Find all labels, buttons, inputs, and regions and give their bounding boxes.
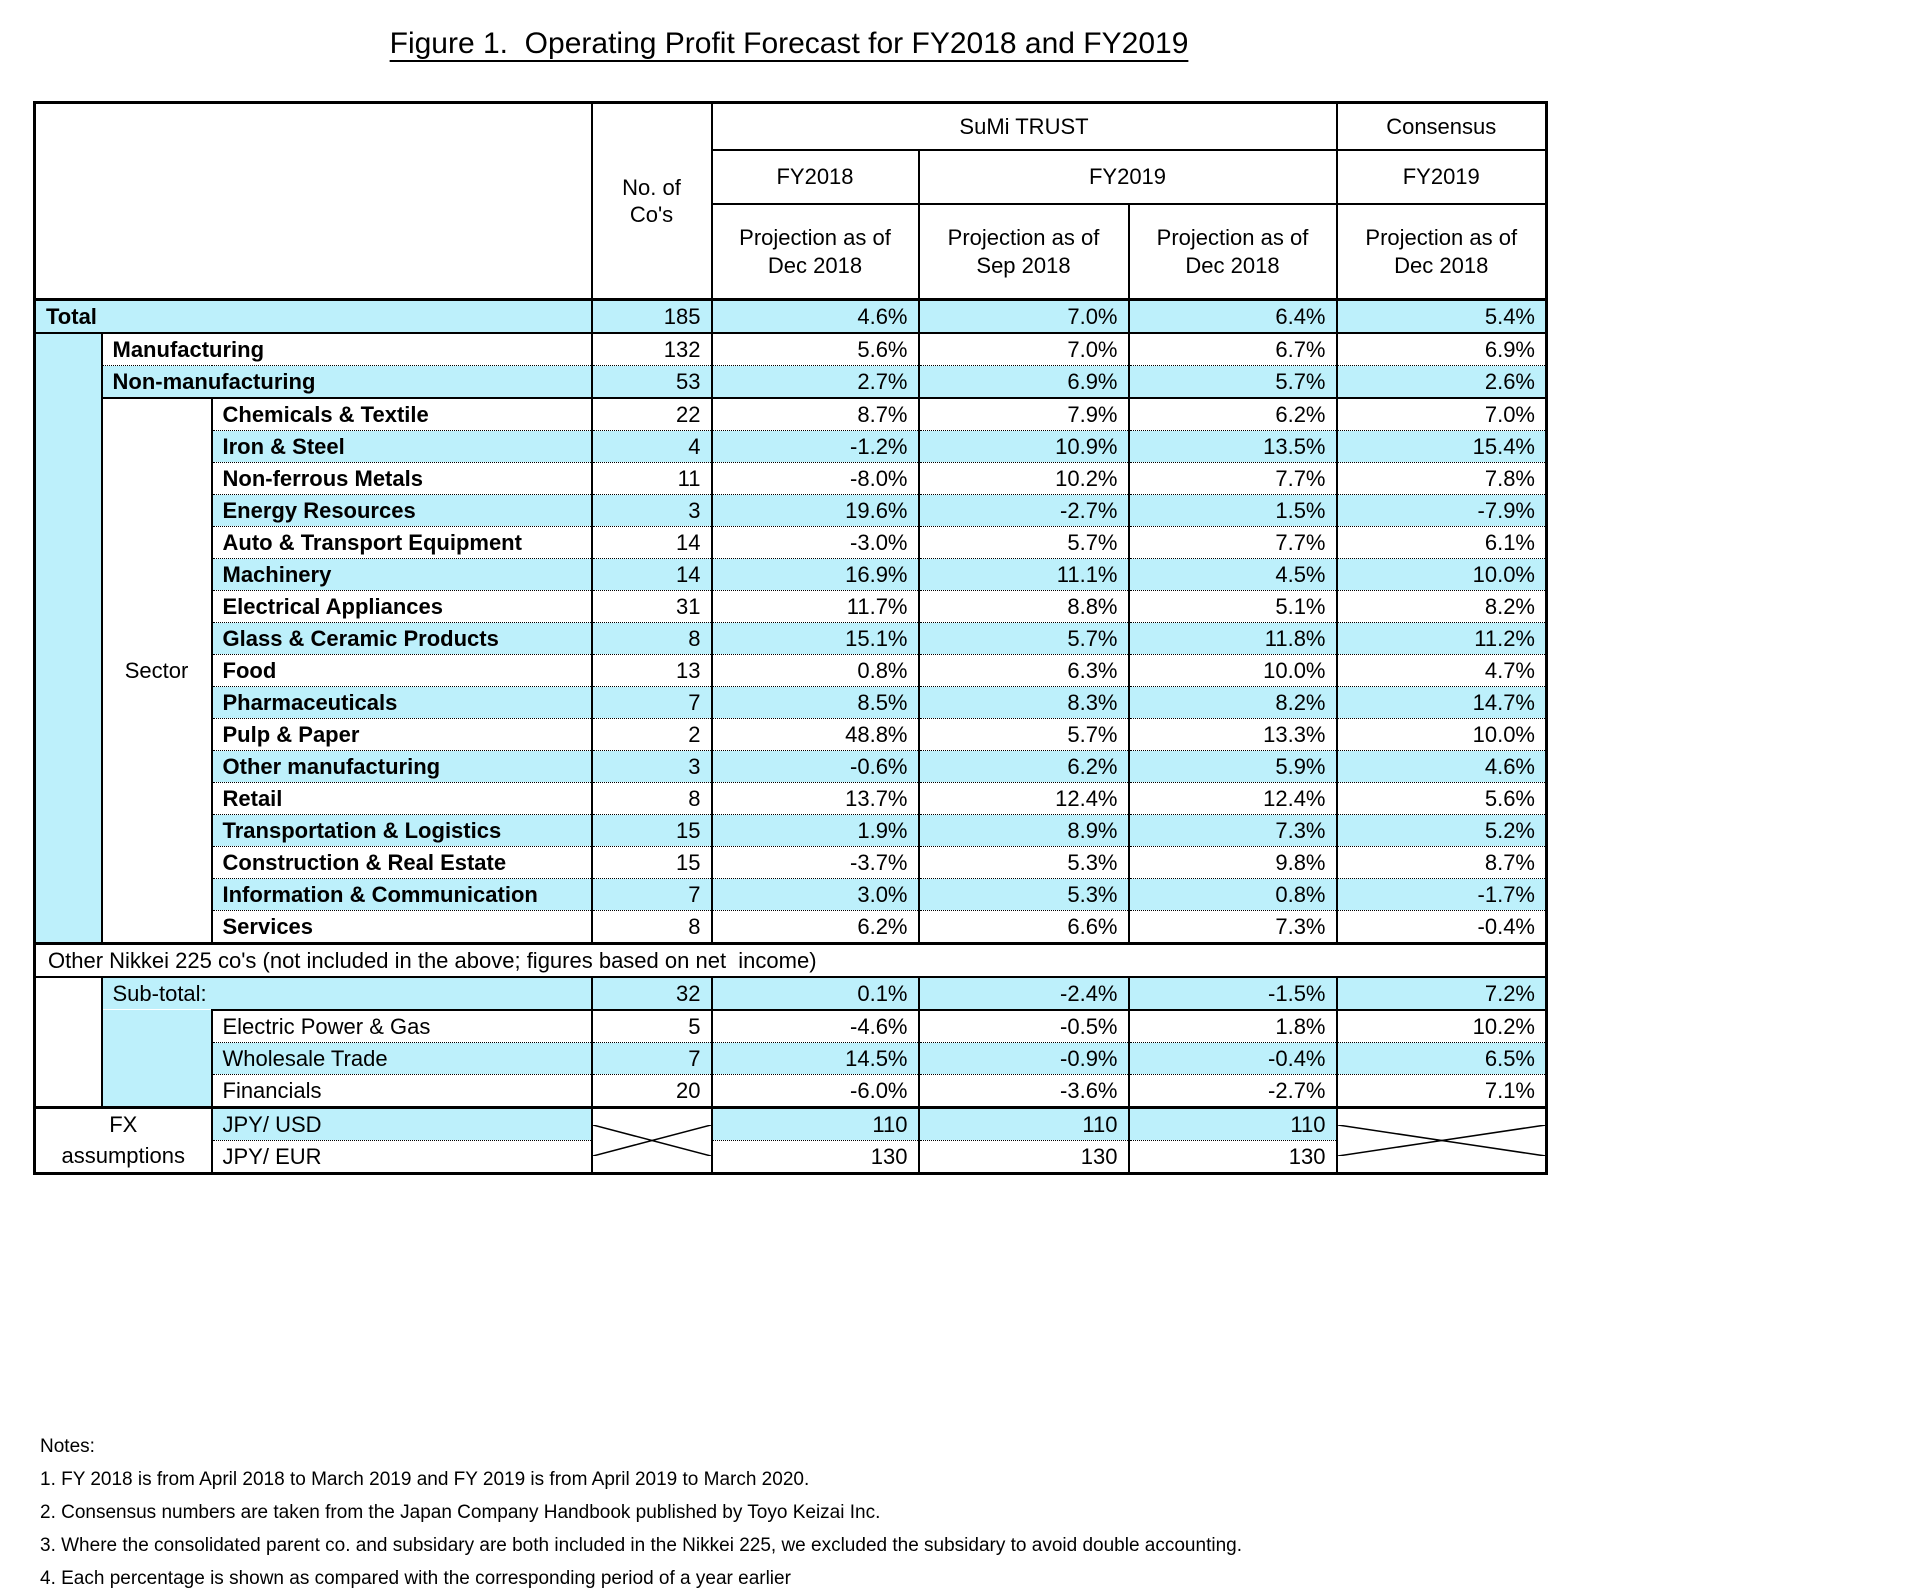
value-cell: -2.4% — [919, 977, 1129, 1010]
notes-section — [40, 1437, 1920, 1589]
value-cell: 13.3% — [1129, 719, 1337, 751]
no-of-cos-cell: 20 — [592, 1075, 712, 1108]
value-cell: -8.0% — [712, 463, 919, 495]
no-of-cos-cell: 22 — [592, 398, 712, 431]
value-cell: -0.5% — [919, 1010, 1129, 1043]
row-manufacturing — [35, 333, 1547, 366]
row-label: Retail — [212, 783, 592, 815]
value-cell: 15.4% — [1337, 431, 1547, 463]
row-total — [35, 300, 1547, 334]
no-of-cos-cell: 7 — [592, 1043, 712, 1075]
no-of-cos-cell: 15 — [592, 815, 712, 847]
row-label: Manufacturing — [102, 333, 592, 366]
row-sector — [35, 431, 1547, 463]
sector-group-label: Sector — [102, 398, 212, 944]
value-cell: 12.4% — [919, 783, 1129, 815]
no-of-cos-cell: 53 — [592, 366, 712, 399]
value-cell: 11.8% — [1129, 623, 1337, 655]
row-sector — [35, 559, 1547, 591]
row-sector — [35, 463, 1547, 495]
row-sector — [35, 527, 1547, 559]
value-cell: 19.6% — [712, 495, 919, 527]
value-cell: 8.2% — [1129, 687, 1337, 719]
note-3: 3. Where the consolidated parent co. and subsidary are both included in the Nikkei 225, we excluded the subsidary to avoid double accounting. — [40, 1535, 1242, 1556]
value-cell: 1.9% — [712, 815, 919, 847]
value-cell: -0.9% — [919, 1043, 1129, 1075]
row-sector — [35, 911, 1547, 944]
value-cell: 4.6% — [1337, 751, 1547, 783]
value-cell: 10.2% — [919, 463, 1129, 495]
row-label: Other manufacturing — [212, 751, 592, 783]
col-header-fy2019-consensus: FY2019 — [1337, 150, 1547, 204]
value-cell: 6.2% — [1129, 398, 1337, 431]
note-1: 1. FY 2018 is from April 2018 to March 2019 and FY 2019 is from April 2019 to March 2020. — [40, 1469, 810, 1490]
indent-strip — [102, 1010, 212, 1108]
value-cell: 16.9% — [712, 559, 919, 591]
value-cell: 8.9% — [919, 815, 1129, 847]
row-label: JPY/ EUR — [212, 1141, 592, 1174]
value-cell: 10.9% — [919, 431, 1129, 463]
value-cell: 8.3% — [919, 687, 1129, 719]
row-label: Financials — [212, 1075, 592, 1108]
value-cell: 5.7% — [919, 527, 1129, 559]
fx-label-line2: assumptions — [61, 1143, 185, 1169]
value-cell: 2.6% — [1337, 366, 1547, 399]
row-label: Food — [212, 655, 592, 687]
value-cell: 7.9% — [919, 398, 1129, 431]
no-of-cos-cell: 7 — [592, 687, 712, 719]
row-other-sector — [35, 1075, 1547, 1108]
value-cell: -1.7% — [1337, 879, 1547, 911]
value-cell: -4.6% — [712, 1010, 919, 1043]
value-cell: 110 — [1129, 1108, 1337, 1141]
row-sector — [35, 815, 1547, 847]
value-cell: 0.8% — [1129, 879, 1337, 911]
value-cell: 7.2% — [1337, 977, 1547, 1010]
row-sector — [35, 495, 1547, 527]
no-of-cos-cell: 4 — [592, 431, 712, 463]
row-subtotal — [35, 977, 1547, 1010]
row-label: Construction & Real Estate — [212, 847, 592, 879]
value-cell: 2.7% — [712, 366, 919, 399]
value-cell: 5.6% — [712, 333, 919, 366]
row-other-sector — [35, 1043, 1547, 1075]
value-cell: -3.7% — [712, 847, 919, 879]
value-cell: -2.7% — [919, 495, 1129, 527]
row-label: Information & Communication — [212, 879, 592, 911]
row-label: Electric Power & Gas — [212, 1010, 592, 1043]
value-cell: 8.2% — [1337, 591, 1547, 623]
row-label: Total — [35, 300, 592, 334]
value-cell: -3.0% — [712, 527, 919, 559]
value-cell: 14.7% — [1337, 687, 1547, 719]
value-cell: 130 — [1129, 1141, 1337, 1174]
row-label: Pharmaceuticals — [212, 687, 592, 719]
value-cell: 1.5% — [1129, 495, 1337, 527]
no-of-cos-cell: 13 — [592, 655, 712, 687]
value-cell: 14.5% — [712, 1043, 919, 1075]
value-cell: -1.2% — [712, 431, 919, 463]
value-cell: 130 — [919, 1141, 1129, 1174]
value-cell: 7.3% — [1129, 815, 1337, 847]
value-cell: 8.7% — [712, 398, 919, 431]
value-cell: 6.3% — [919, 655, 1129, 687]
value-cell: 110 — [712, 1108, 919, 1141]
row-other-nikkei-header — [35, 944, 1547, 978]
no-of-cos-cell: 14 — [592, 559, 712, 591]
value-cell: 12.4% — [1129, 783, 1337, 815]
row-label: Iron & Steel — [212, 431, 592, 463]
value-cell: -3.6% — [919, 1075, 1129, 1108]
col-header-proj-dec2018-fy19: Projection as of Dec 2018 — [1129, 204, 1337, 300]
no-of-cos-cell: 3 — [592, 495, 712, 527]
row-sector — [35, 398, 1547, 431]
col-header-proj-sep2018: Projection as of Sep 2018 — [919, 204, 1129, 300]
x-mark-icon — [1338, 1125, 1546, 1156]
value-cell: 6.5% — [1337, 1043, 1547, 1075]
row-sector — [35, 623, 1547, 655]
no-of-cos-cell: 132 — [592, 333, 712, 366]
value-cell: 6.2% — [712, 911, 919, 944]
value-cell: 130 — [712, 1141, 919, 1174]
fx-assumptions-label — [35, 1108, 212, 1174]
value-cell: 48.8% — [712, 719, 919, 751]
row-label: Non-manufacturing — [102, 366, 592, 399]
value-cell: -2.7% — [1129, 1075, 1337, 1108]
value-cell: 7.0% — [919, 333, 1129, 366]
header-row-groups — [35, 103, 1547, 151]
value-cell: 10.0% — [1337, 559, 1547, 591]
row-label: Auto & Transport Equipment — [212, 527, 592, 559]
indent-strip — [35, 977, 102, 1108]
value-cell: 110 — [919, 1108, 1129, 1141]
value-cell: 4.5% — [1129, 559, 1337, 591]
value-cell: -0.4% — [1337, 911, 1547, 944]
indent-strip — [35, 333, 102, 944]
value-cell: 5.4% — [1337, 300, 1547, 334]
value-cell: 7.8% — [1337, 463, 1547, 495]
notes-heading: Notes: — [40, 1436, 95, 1457]
note-2: 2. Consensus numbers are taken from the Japan Company Handbook published by Toyo Keizai Inc. — [40, 1502, 881, 1523]
row-sector — [35, 591, 1547, 623]
row-sector — [35, 783, 1547, 815]
value-cell: 0.1% — [712, 977, 919, 1010]
row-non-manufacturing — [35, 366, 1547, 399]
value-cell: 15.1% — [712, 623, 919, 655]
value-cell: 7.1% — [1337, 1075, 1547, 1108]
row-sector — [35, 687, 1547, 719]
value-cell: 8.7% — [1337, 847, 1547, 879]
value-cell: 1.8% — [1129, 1010, 1337, 1043]
crossed-out-cell — [592, 1108, 712, 1174]
value-cell: 10.2% — [1337, 1010, 1547, 1043]
value-cell: 7.7% — [1129, 527, 1337, 559]
no-of-cos-cell: 15 — [592, 847, 712, 879]
row-label: Non-ferrous Metals — [212, 463, 592, 495]
value-cell: -7.9% — [1337, 495, 1547, 527]
value-cell: 5.7% — [919, 623, 1129, 655]
no-of-cos-cell: 8 — [592, 783, 712, 815]
value-cell: 5.7% — [1129, 366, 1337, 399]
value-cell: 6.4% — [1129, 300, 1337, 334]
value-cell: -0.6% — [712, 751, 919, 783]
value-cell: 6.2% — [919, 751, 1129, 783]
value-cell: 5.2% — [1337, 815, 1547, 847]
section-banner: Other Nikkei 225 co's (not included in the above; figures based on net income) — [35, 944, 1547, 978]
value-cell: 4.7% — [1337, 655, 1547, 687]
fx-label-line1: FX — [109, 1112, 138, 1138]
value-cell: 6.6% — [919, 911, 1129, 944]
value-cell: 9.8% — [1129, 847, 1337, 879]
figure-title: Figure 1. Operating Profit Forecast for FY2018 and FY2019 — [389, 27, 1189, 60]
row-label: Transportation & Logistics — [212, 815, 592, 847]
row-sector — [35, 719, 1547, 751]
col-group-sumi-trust: SuMi TRUST — [712, 103, 1337, 151]
corner-cell — [35, 103, 592, 300]
no-of-cos-cell: 7 — [592, 879, 712, 911]
value-cell: 13.7% — [712, 783, 919, 815]
row-label: JPY/ USD — [212, 1108, 592, 1141]
col-header-proj-dec2018: Projection as of Dec 2018 — [712, 204, 919, 300]
value-cell: 8.5% — [712, 687, 919, 719]
row-label: Energy Resources — [212, 495, 592, 527]
value-cell: -1.5% — [1129, 977, 1337, 1010]
value-cell: 6.1% — [1337, 527, 1547, 559]
value-cell: 6.7% — [1129, 333, 1337, 366]
no-of-cos-cell: 8 — [592, 911, 712, 944]
row-sector — [35, 751, 1547, 783]
value-cell: 5.3% — [919, 847, 1129, 879]
value-cell: 5.7% — [919, 719, 1129, 751]
col-group-consensus: Consensus — [1337, 103, 1547, 151]
row-sector — [35, 847, 1547, 879]
value-cell: 7.0% — [919, 300, 1129, 334]
no-of-cos-cell: 8 — [592, 623, 712, 655]
row-label: Services — [212, 911, 592, 944]
row-label: Wholesale Trade — [212, 1043, 592, 1075]
row-label: Glass & Ceramic Products — [212, 623, 592, 655]
no-of-cos-cell: 185 — [592, 300, 712, 334]
value-cell: 5.3% — [919, 879, 1129, 911]
value-cell: 13.5% — [1129, 431, 1337, 463]
row-label: Machinery — [212, 559, 592, 591]
col-header-fy2018: FY2018 — [712, 150, 919, 204]
value-cell: 7.7% — [1129, 463, 1337, 495]
crossed-out-cell — [1337, 1108, 1547, 1174]
row-sector — [35, 879, 1547, 911]
row-label: Sub-total: — [102, 977, 592, 1010]
row-label: Electrical Appliances — [212, 591, 592, 623]
value-cell: 11.2% — [1337, 623, 1547, 655]
value-cell: 11.7% — [712, 591, 919, 623]
value-cell: 6.9% — [1337, 333, 1547, 366]
no-of-cos-cell: 2 — [592, 719, 712, 751]
row-fx-eur — [35, 1141, 1547, 1174]
no-of-cos-cell: 5 — [592, 1010, 712, 1043]
note-4: 4. Each percentage is shown as compared with the corresponding period of a year earlier — [40, 1568, 791, 1589]
value-cell: 7.0% — [1337, 398, 1547, 431]
row-label: Pulp & Paper — [212, 719, 592, 751]
value-cell: 5.6% — [1337, 783, 1547, 815]
value-cell: 5.9% — [1129, 751, 1337, 783]
value-cell: 11.1% — [919, 559, 1129, 591]
value-cell: 10.0% — [1129, 655, 1337, 687]
value-cell: 4.6% — [712, 300, 919, 334]
value-cell: -6.0% — [712, 1075, 919, 1108]
no-of-cos-cell: 11 — [592, 463, 712, 495]
value-cell: 6.9% — [919, 366, 1129, 399]
no-of-cos-cell: 31 — [592, 591, 712, 623]
no-of-cos-cell: 3 — [592, 751, 712, 783]
row-sector — [35, 655, 1547, 687]
col-header-no-of-cos: No. of Co's — [592, 103, 712, 300]
col-header-proj-dec2018-consensus: Projection as of Dec 2018 — [1337, 204, 1547, 300]
value-cell: -0.4% — [1129, 1043, 1337, 1075]
value-cell: 7.3% — [1129, 911, 1337, 944]
value-cell: 3.0% — [712, 879, 919, 911]
x-mark-icon — [593, 1125, 711, 1156]
no-of-cos-cell: 14 — [592, 527, 712, 559]
value-cell: 5.1% — [1129, 591, 1337, 623]
row-fx-usd — [35, 1108, 1547, 1141]
forecast-table — [33, 101, 1548, 1175]
value-cell: 0.8% — [712, 655, 919, 687]
row-label: Chemicals & Textile — [212, 398, 592, 431]
row-other-sector — [35, 1010, 1547, 1043]
value-cell: 10.0% — [1337, 719, 1547, 751]
col-header-fy2019: FY2019 — [919, 150, 1337, 204]
no-of-cos-cell: 32 — [592, 977, 712, 1010]
value-cell: 8.8% — [919, 591, 1129, 623]
